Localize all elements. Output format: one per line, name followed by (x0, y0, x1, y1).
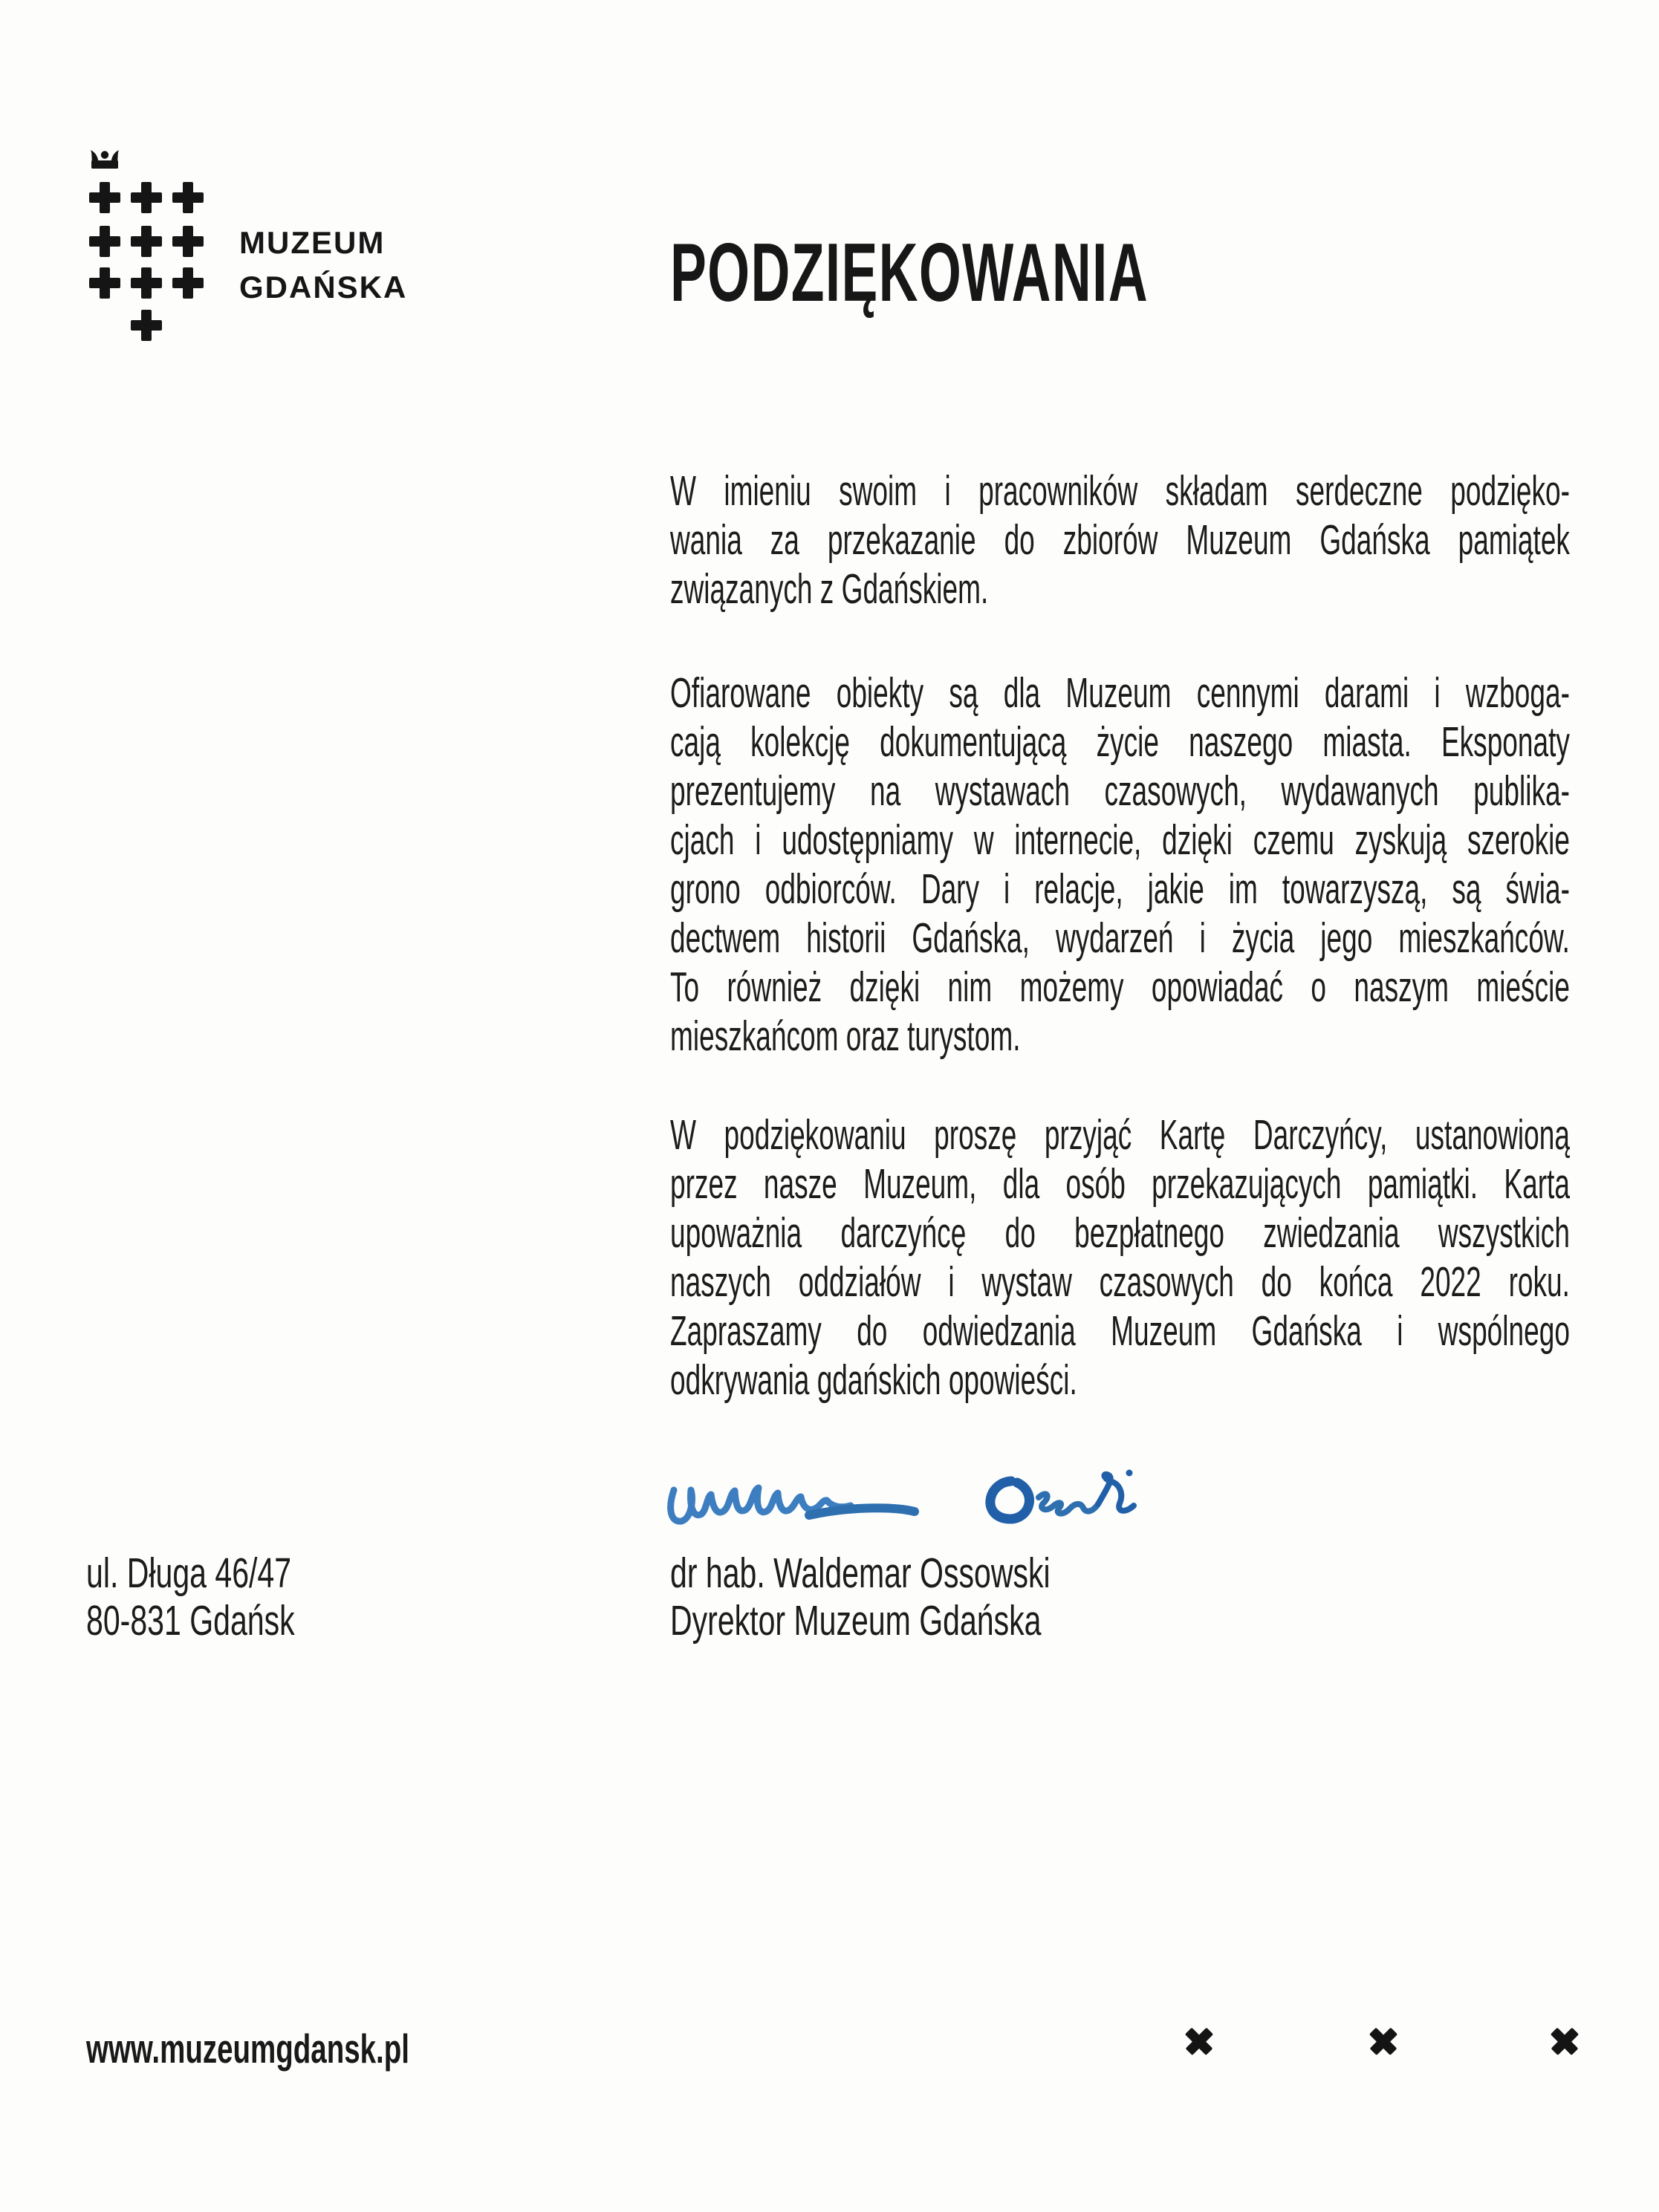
letter-line: W podziękowaniu proszę przyjąć Kartę Darczyńcy, ustanowioną (670, 1111, 1570, 1159)
paragraph-3 (670, 1110, 1570, 1405)
logo-name-line1: MUZEUM (239, 225, 386, 260)
website-text: www.muzeumgdansk.pl (86, 2026, 409, 2072)
letter-line: wania za przekazanie do zbiorów Muzeum Gdańska pamiątek (670, 516, 1570, 564)
x-mark-icon (1363, 2020, 1405, 2063)
crown-icon (90, 149, 120, 169)
letter-line: upoważnia darczyńcę do bezpłatnego zwiedzania wszystkich (670, 1209, 1570, 1257)
x-mark-icon (1544, 2020, 1586, 2063)
cross-icon (131, 310, 162, 341)
letter-line: związanych z Gdańskiem. (670, 565, 989, 613)
cross-icon (89, 226, 120, 257)
letter-line: Zapraszamy do odwiedzania Muzeum Gdańska i wspólnego (670, 1307, 1570, 1355)
letter-line: W imieniu swoim i pracowników składam serdeczne podzięko- (670, 467, 1570, 515)
letter-line: cają kolekcję dokumentującą życie naszego miasta. Eksponaty (670, 718, 1570, 766)
address-block (86, 1549, 295, 1645)
cross-icon (131, 226, 162, 257)
letter-line: grono odbiorców. Dary i relacje, jakie im towarzyszą, są świa- (670, 865, 1570, 913)
letter-line: przez nasze Muzeum, dla osób przekazujących pamiątki. Karta (670, 1160, 1570, 1208)
letter-line: Ofiarowane obiekty są dla Muzeum cennymi darami i wzboga- (670, 669, 1570, 717)
cross-icon (131, 182, 162, 213)
letter-line: odkrywania gdańskich opowieści. (670, 1356, 1077, 1404)
logo-name-line2: GDAŃSKA (239, 270, 408, 305)
signatory-block (670, 1549, 1051, 1645)
x-mark-icon (1178, 2020, 1221, 2063)
cross-icon (89, 182, 120, 213)
cross-icon (131, 267, 162, 299)
letter-line: prezentujemy na wystawach czasowych, wydawanych publika- (670, 767, 1570, 815)
museum-logo (0, 0, 520, 386)
letter-line: cjach i udostępniamy w internecie, dzięki czemu zyskują szerokie (670, 816, 1570, 864)
letter-line: naszych oddziałów i wystaw czasowych do końca 2022 roku. (670, 1258, 1570, 1306)
address-street: ul. Długa 46/47 (86, 1549, 292, 1597)
letter-line: mieszkańcom oraz turystom. (670, 1012, 1021, 1060)
signature-image (663, 1469, 1146, 1543)
signatory-title: Dyrektor Muzeum Gdańska (670, 1597, 1042, 1645)
address-city: 80-831 Gdańsk (86, 1597, 295, 1645)
letter-line: dectwem historii Gdańska, wydarzeń i życia jego mieszkańców. (670, 914, 1570, 962)
page-title: PODZIĘKOWANIA (670, 227, 1149, 319)
letter-line: To również dzięki nim możemy opowiadać o naszym mieście (670, 963, 1570, 1011)
signatory-name: dr hab. Waldemar Ossowski (670, 1549, 1051, 1597)
cross-icon (172, 226, 204, 257)
paragraph-2 (670, 669, 1570, 1061)
paragraph-1 (670, 466, 1570, 614)
cross-icon (172, 182, 204, 213)
cross-icon (172, 267, 204, 299)
cross-icon (89, 267, 120, 299)
